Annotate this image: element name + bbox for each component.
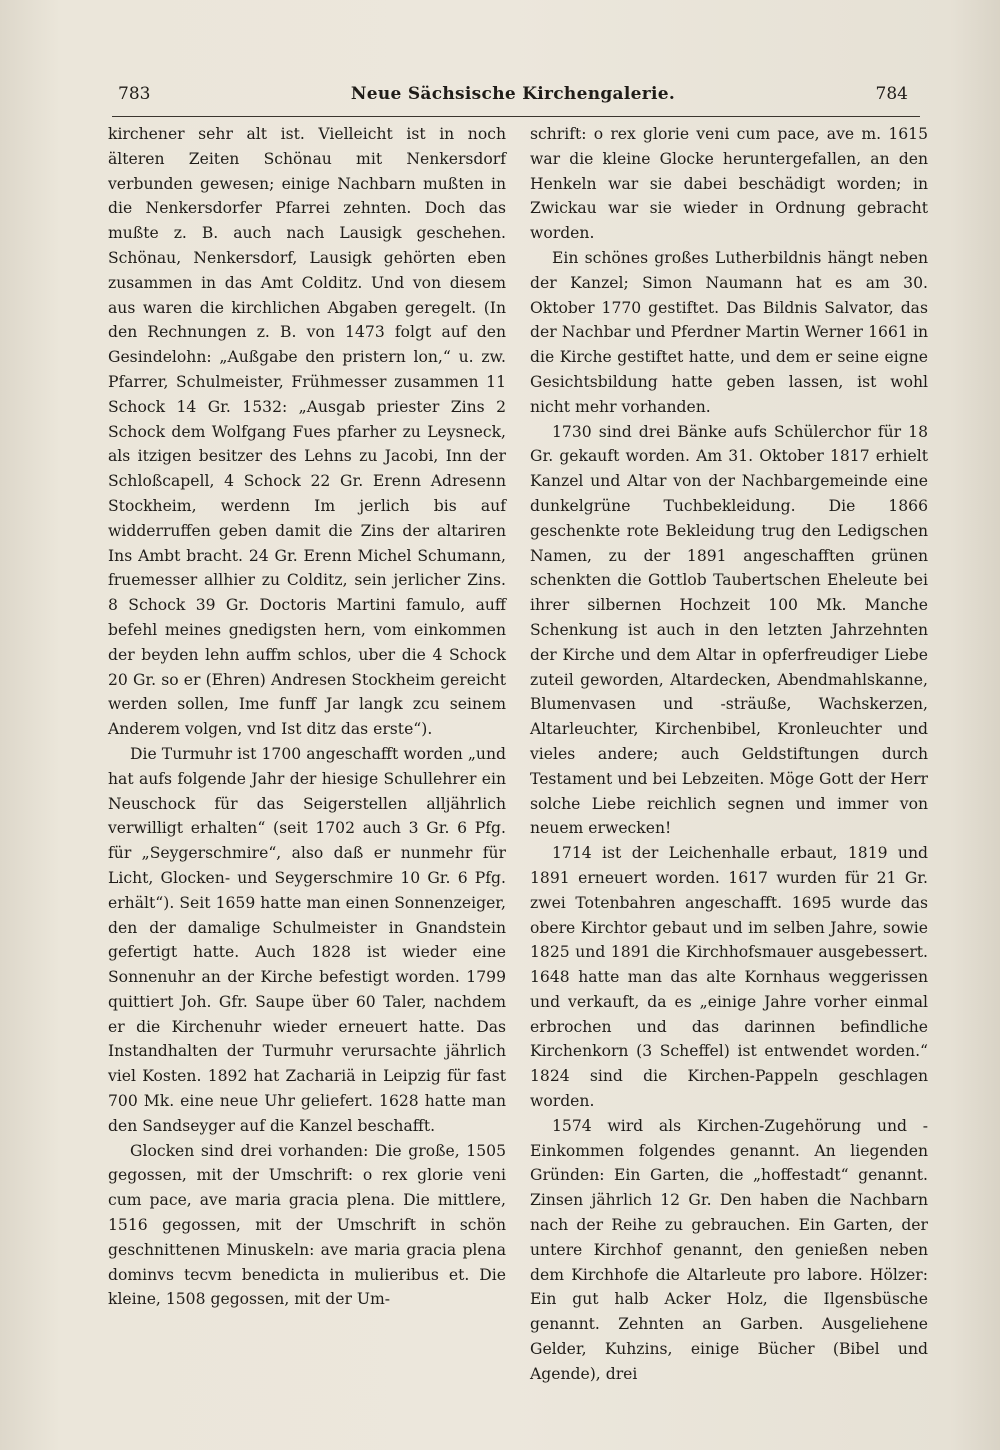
page-number-right: 784 (875, 84, 908, 104)
left-paragraph-3: Glocken sind drei vorhanden: Die große, 1505 gegossen, mit der Umschrift: o rex glorie veni cum pace, ave maria gracia plena. Die mittlere, 1516 gegossen, mit der Umschrift in schön geschnittenen Minuskeln: ave maria gracia plena dominvs tecvm benedicta in mulieribus et. Die kleine, 1508 gegossen, mit der Um- (108, 1141, 506, 1309)
right-paragraph-3: 1730 sind drei Bänke aufs Schülerchor für 18 Gr. gekauft worden. Am 31. Oktober 1817 erhielt Kanzel und Altar von der Nachbargemeinde eine dunkelgrüne Tuchbekleidung. Die 1866 geschenkte rote Bekleidung trug den Ledigschen Namen, zu der 1891 angeschafften grünen schenkten die Gottlob Taubertschen Eheleute bei ihrer silbernen Hochzeit 100 Mk. Manche Schenkung ist auch in den letzten Jahrzehnten der Kirche und dem Altar in opferfreudiger Liebe zuteil geworden, Altardecken, Abendmahlskanne, Blumenvasen und -sträuße, Wachskerzen, Altarleuchter, Kirchenbibel, Kronleuchter und vieles andere; auch Geldstiftungen durch Testament und bei Lebzeiten. Möge Gott der Herr solche Liebe reichlich segnen und immer von neuem erwecken! (530, 422, 928, 838)
right-paragraph-4: 1714 ist der Leichenhalle erbaut, 1819 und 1891 erneuert worden. 1617 wurden für 21 Gr. zwei Totenbahren angeschafft. 1695 wurde das obere Kirchtor gebaut und im selben Jahre, sowie 1825 und 1891 die Kirchhofsmauer ausgebessert. 1648 hatte man das alte Kornhaus weggerissen und verkauft, da es „einige Jahre vorher einmal erbrochen und das darinnen befindliche Kirchenkorn (3 Scheffel) ist entwendet worden.“ 1824 sind die Kirchen-Pappeln geschlagen worden. (530, 844, 928, 1111)
right-column (530, 122, 928, 1387)
header-rule (112, 116, 920, 117)
left-paragraph-1: kirchener sehr alt ist. Vielleicht ist in noch älteren Zeiten Schönau mit Nenkersdorf verbunden gewesen; einige Nachbarn mußten in die Nenkersdorfer Pfarrei zehnten. Doch das mußte z. B. auch nach Lausigk geschehen. Schönau, Nenkersdorf, Lausigk gehörten eben zusammen in das Amt Colditz. Und von diesem aus waren die kirchlichen Abgaben geregelt. (In den Rechnungen z. B. von 1473 folgt auf den Gesindelohn: „Außgabe den pristern lon,“ u. zw. Pfarrer, Schulmeister, Frühmesser zusammen 11 Schock 14 Gr. 1532: „Ausgab priester Zins 2 Schock dem Wolfgang Fues pfarher zu Leysneck, als itzigen besitzer des Lehns zu Jacobi, Inn der Schloßcapell, 4 Schock 22 Gr. Erenn Adresenn Stockheim, werdenn Im jerlich bis auf widderruffen geben damit die Zins der altariren Ins Ambt bracht. 24 Gr. Erenn Michel Schumann, fruemesser allhier zu Colditz, sein jerlicher Zins. 8 Schock 39 Gr. Doctoris Martini famulo, auff befehl meines gnedigsten hern, vom einkommen der beyden lehn auffm schlos, uber die 4 Schock 20 Gr. so er (Ehren) Andresen Stockheim gereicht werden sollen, Ime funff Jar langk zcu seinem Anderem volgen, vnd Ist ditz das erste“). (108, 125, 506, 739)
left-paragraph-2: Die Turmuhr ist 1700 angeschafft worden „und hat aufs folgende Jahr der hiesige Schullehrer ein Neuschock für das Seigerstellen alljährlich verwilligt erhalten“ (seit 1702 auch 3 Gr. 6 Pfg. für „Seygerschmire“, also daß er nunmehr für Licht, Glocken- und Seygerschmire 10 Gr. 6 Pfg. erhält“). Seit 1659 hatte man einen Sonnenzeiger, den der damalige Schulmeister in Gnandstein gefertigt hatte. Auch 1828 ist wieder eine Sonnenuhr an der Kirche befestigt worden. 1799 quittiert Joh. Gfr. Saupe über 60 Taler, nachdem er die Kirchenuhr wieder erneuert hatte. Das Instandhalten der Turmuhr verursachte jährlich viel Kosten. 1892 hat Zachariä in Leipzig für fast 700 Mk. eine neue Uhr geliefert. 1628 hatte man den Sandseyger auf die Kanzel beschafft. (108, 744, 506, 1135)
right-paragraph-1: schrift: o rex glorie veni cum pace, ave m. 1615 war die kleine Glocke heruntergefallen, an den Henkeln war sie dabei beschädigt worden; in Zwickau war sie wieder in Ordnung gebracht worden. (530, 125, 928, 243)
running-title: Neue Sächsische Kirchengalerie. (350, 84, 676, 104)
page-number-left: 783 (118, 84, 151, 104)
right-paragraph-5: 1574 wird als Kirchen-Zugehörung und -Einkommen folgendes genannt. An liegenden Gründen: Ein Garten, die „hoffestadt“ genannt. Zinsen jährlich 12 Gr. Den haben die Nachbarn nach der Reihe zu gebrauchen. Ein Garten, der untere Kirchhof genannt, den genießen neben dem Kirchhofe die Altarleute pro labore. Hölzer: Ein gut halb Acker Holz, die Ilgensbüsche genannt. Zehnten an Garben. Ausgeliehene Gelder, Kuhzins, einige Bücher (Bibel und Agende), drei (530, 1116, 928, 1383)
running-header (118, 84, 908, 112)
text-columns (108, 122, 928, 1387)
left-column (108, 122, 506, 1387)
right-paragraph-2: Ein schönes großes Lutherbildnis hängt neben der Kanzel; Simon Naumann hat es am 30. Oktober 1770 gestiftet. Das Bildnis Salvator, das der Nachbar und Pferdner Martin Werner 1661 in die Kirche gestiftet hatte, und dem er seine eigne Gesichtsbildung hatte geben lassen, ist wohl nicht mehr vorhanden. (530, 248, 928, 416)
